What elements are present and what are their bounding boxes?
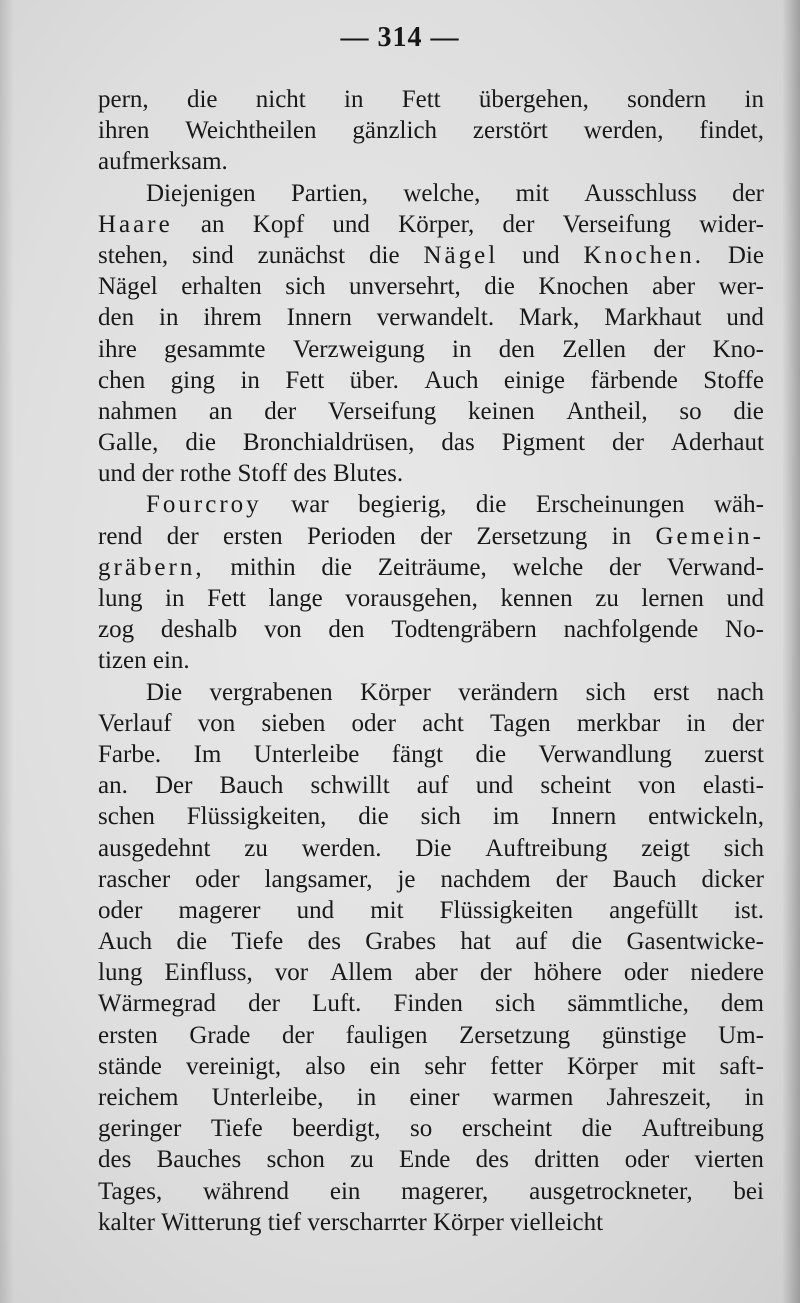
text-line: Diejenigen Partien, welche, mit Ausschluss der [146, 179, 764, 207]
text-line: schen Flüssigkeiten, die sich im Innern entwickeln, [98, 803, 764, 831]
text-line: und der rothe Stoff des Blutes. [98, 460, 404, 488]
page-edge-shadow [782, 0, 800, 1303]
text-line: an. Der Bauch schwillt auf und scheint von elasti- [98, 772, 764, 800]
text-line: ersten Grade der fauligen Zersetzung günstige Um- [98, 1021, 764, 1049]
text-line: Verlauf von sieben oder acht Tagen merkbar in der [98, 709, 764, 737]
text-line: geringer Tiefe beerdigt, so erscheint die Auftreibung [98, 1115, 764, 1143]
text-line: Tages, während ein magerer, ausgetrockneter, bei [98, 1177, 764, 1205]
text-line: Wärmegrad der Luft. Finden sich sämmtliche, dem [98, 990, 764, 1018]
text-line: Die vergrabenen Körper verändern sich erst nach [146, 678, 764, 706]
text-line: den in ihrem Innern verwandelt. Mark, Markhaut und [98, 304, 764, 332]
body-text [98, 84, 764, 1238]
text-line: tizen ein. [98, 647, 190, 675]
text-line: Nägel erhalten sich unversehrt, die Knochen aber wer- [98, 273, 764, 301]
text-line: aufmerksam. [98, 148, 228, 176]
text-line: Farbe. Im Unterleibe fängt die Verwandlung zuerst [98, 740, 764, 768]
text-line: stehen, sind zunächst die Nägel und Knochen. Die [98, 241, 764, 269]
text-line: reichem Unterleibe, in einer warmen Jahreszeit, in [98, 1084, 764, 1111]
text-line: ihren Weichtheilen gänzlich zerstört werden, findet, [98, 117, 764, 145]
text-line: Haare an Kopf und Körper, der Verseifung wider- [98, 210, 764, 238]
text-line: chen ging in Fett über. Auch einige färbende Stoffe [98, 366, 764, 394]
text-line: Auch die Tiefe des Grabes hat auf die Gasentwicke- [98, 928, 764, 956]
text-line: ihre gesammte Verzweigung in den Zellen der Kno- [98, 335, 764, 363]
text-line: stände vereinigt, also ein sehr fetter Körper mit saft- [98, 1052, 764, 1080]
text-line: oder magerer und mit Flüssigkeiten angefüllt ist. [98, 896, 764, 924]
text-line: gräbern, mithin die Zeiträume, welche der Verwand- [98, 553, 764, 581]
text-line: kalter Witterung tief verscharrter Körper vielleicht [98, 1208, 604, 1236]
text-line: nahmen an der Verseifung keinen Antheil, so die [98, 397, 764, 425]
page-number: — 314 — [340, 22, 460, 53]
text-line: pern, die nicht in Fett übergehen, sondern in [98, 86, 764, 113]
page-gutter-shadow [0, 0, 14, 1303]
text-line: ausgedehnt zu werden. Die Auftreibung zeigt sich [98, 834, 764, 862]
text-line: des Bauches schon zu Ende des dritten oder vierten [98, 1146, 764, 1174]
text-line: rascher oder langsamer, je nachdem der Bauch dicker [98, 865, 764, 893]
text-line: lung in Fett lange vorausgehen, kennen zu lernen und [98, 585, 764, 612]
text-line: zog deshalb von den Todtengräbern nachfolgende No- [98, 616, 764, 644]
text-line: Fourcroy war begierig, die Erscheinungen wäh- [146, 491, 764, 519]
text-line: Galle, die Bronchialdrüsen, das Pigment der Aderhaut [98, 429, 764, 457]
text-line: rend der ersten Perioden der Zersetzung in Gemein- [98, 522, 764, 550]
text-line: lung Einfluss, vor Allem aber der höhere oder niedere [98, 959, 764, 987]
